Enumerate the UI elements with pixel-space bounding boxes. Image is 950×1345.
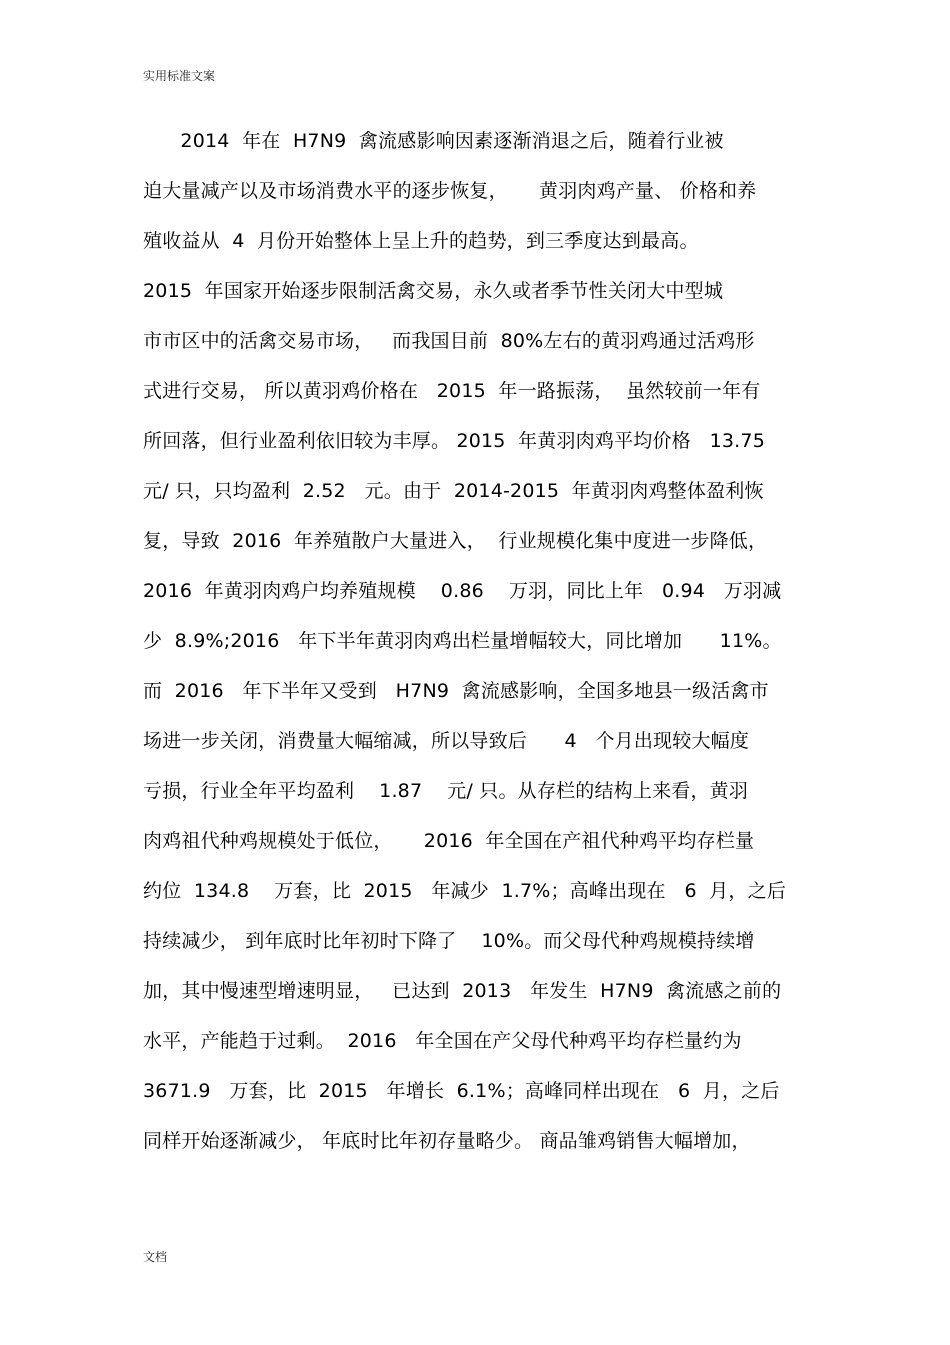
text-line: 殖收益从 4 月份开始整体上呈上升的趋势，到三季度达到最高。	[143, 230, 699, 252]
text-line: 水平，产能趋于过剩。 2016 年全国在产父母代种鸡平均存栏量约为	[143, 1030, 742, 1052]
text-line: 约位 134.8 万套，比 2015 年减少 1.7%；高峰出现在 6 月，之后	[143, 880, 787, 902]
text-line: 而 2016 年下半年又受到 H7N9 禽流感影响，全国多地县一级活禽市	[143, 680, 769, 702]
text-line: 3671.9 万套，比 2015 年增长 6.1%；高峰同样出现在 6 月，之后	[143, 1080, 780, 1102]
text-line: 加，其中慢速型增速明显， 已达到 2013 年发生 H7N9 禽流感之前的	[143, 980, 782, 1002]
text-line: 2016 年黄羽肉鸡户均养殖规模 0.86 万羽，同比上年 0.94 万羽减	[143, 580, 782, 602]
text-line: 迫大量减产以及市场消费水平的逐步恢复， 黄羽肉鸡产量、 价格和养	[143, 180, 757, 202]
text-line: 复，导致 2016 年养殖散户大量进入， 行业规模化集中度进一步降低，	[143, 530, 768, 552]
text-line: 2014 年在 H7N9 禽流感影响因素逐渐消退之后，随着行业被	[143, 130, 724, 152]
page-footer: 文档	[143, 1250, 168, 1264]
page-header: 实用标准文案	[143, 69, 216, 83]
text-line: 肉鸡祖代种鸡规模处于低位， 2016 年全国在产祖代种鸡平均存栏量	[143, 830, 755, 852]
text-line: 场进一步关闭，消费量大幅缩减，所以导致后 4 个月出现较大幅度	[143, 730, 750, 752]
text-line: 少 8.9%;2016 年下半年黄羽肉鸡出栏量增幅较大，同比增加 11%。	[143, 630, 782, 652]
text-line: 同样开始逐渐减少， 年底时比年初存量略少。 商品雏鸡销售大幅增加，	[143, 1130, 751, 1152]
text-line: 持续减少， 到年底时比年初时下降了 10%。而父母代种鸡规模持续增	[143, 930, 755, 952]
text-line: 市市区中的活禽交易市场， 而我国目前 80%左右的黄羽鸡通过活鸡形	[143, 330, 755, 352]
document-body	[143, 125, 823, 1175]
text-line: 亏损，行业全年平均盈利 1.87 元/ 只。从存栏的结构上来看，黄羽	[143, 780, 749, 802]
text-line: 式进行交易， 所以黄羽鸡价格在 2015 年一路振荡， 虽然较前一年有	[143, 380, 761, 402]
text-line: 所回落，但行业盈利依旧较为丰厚。 2015 年黄羽肉鸡平均价格 13.75	[143, 430, 765, 452]
text-line: 元/ 只，只均盈利 2.52 元。由于 2014-2015 年黄羽肉鸡整体盈利恢	[143, 480, 764, 502]
text-line: 2015 年国家开始逐步限制活禽交易，永久或者季节性关闭大中型城	[143, 280, 724, 302]
